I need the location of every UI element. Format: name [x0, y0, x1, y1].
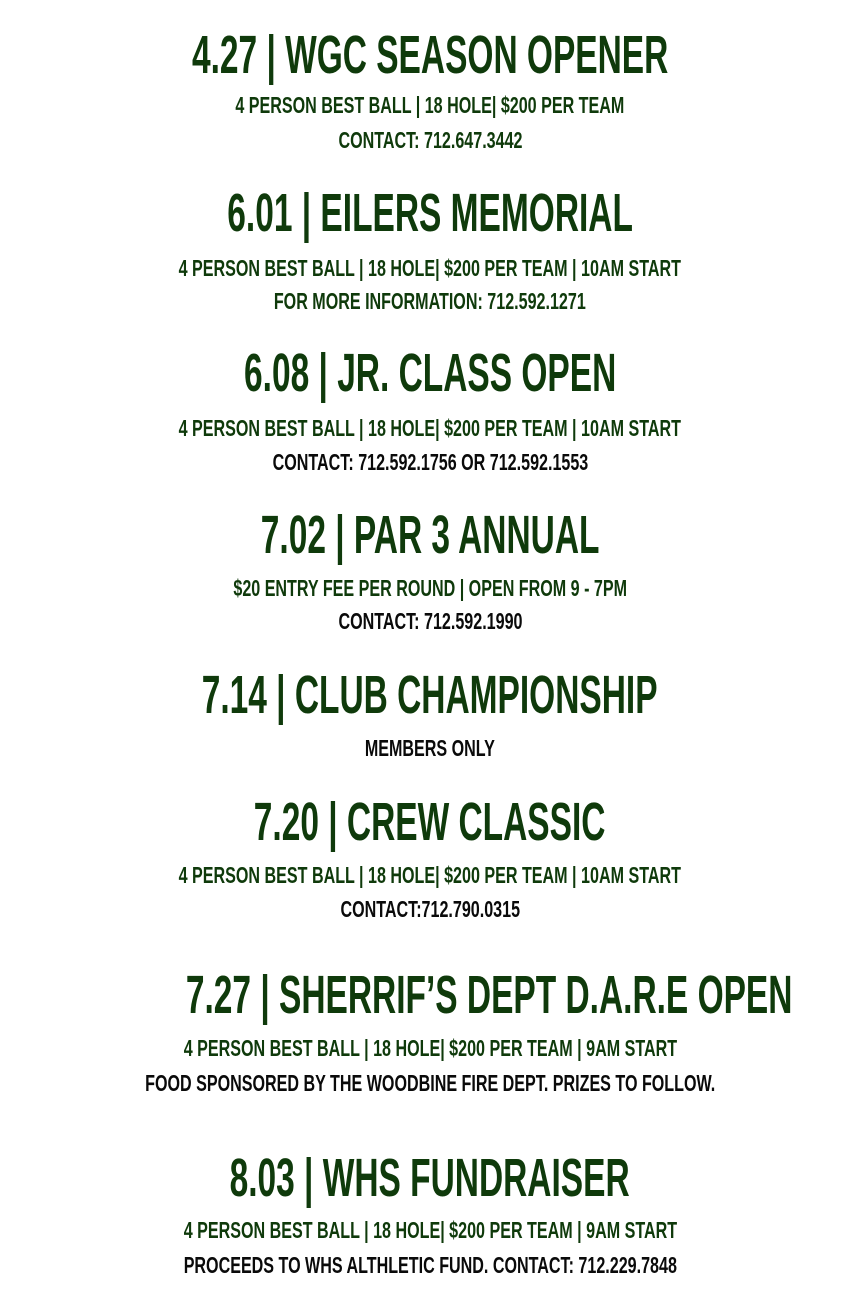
event-title: [0, 505, 860, 565]
event-details-text: 4 PERSON BEST BALL | 18 HOLE| $200 PER TEAM | 10AM START: [178, 862, 682, 888]
event-details-text: 4 PERSON BEST BALL | 18 HOLE| $200 PER TEAM | 9AM START: [183, 1035, 677, 1061]
event-title-text: 7.14 | CLUB CHAMPIONSHIP: [202, 665, 658, 725]
event-contact: [0, 125, 860, 155]
event-title-text: 7.20 | CREW CLASSIC: [254, 792, 606, 852]
event-details: [0, 573, 860, 603]
event-contact-text: CONTACT: 712.592.1990: [337, 608, 523, 634]
event-contact: [0, 606, 860, 636]
event-title: [0, 25, 860, 85]
event-title: [0, 343, 860, 403]
event-details: [0, 1215, 860, 1245]
event-note: [0, 1250, 860, 1280]
event-contact-text: CONTACT: 712.592.1756 OR 712.592.1553: [272, 449, 588, 475]
event-contact-text: CONTACT: 712.647.3442: [337, 127, 523, 153]
event-note-text: PROCEEDS TO WHS ALTHLETIC FUND. CONTACT: 712.229.7848: [183, 1252, 677, 1278]
event-title-text: 8.03 | WHS FUNDRAISER: [229, 1148, 631, 1208]
event-details: [0, 733, 860, 763]
event-title-text: 6.01 | EILERS MEMORIAL: [227, 183, 633, 243]
event-contact-text: FOR MORE INFORMATION: 712.592.1271: [274, 288, 586, 314]
event-details: [0, 860, 860, 890]
event-contact-text: CONTACT:712.790.0315: [340, 896, 520, 922]
event-note-text: FOOD SPONSORED BY THE WOODBINE FIRE DEPT. PRIZES TO FOLLOW.: [144, 1070, 716, 1096]
event-details-text: 4 PERSON BEST BALL | 18 HOLE| $200 PER TEAM: [235, 92, 625, 118]
event-title: [0, 965, 860, 1025]
event-details: [0, 1033, 860, 1063]
event-details-text: MEMBERS ONLY: [364, 735, 495, 761]
event-contact: [0, 894, 860, 924]
event-title: [0, 792, 860, 852]
event-title: [0, 183, 860, 243]
event-details: [0, 253, 860, 283]
event-details-text: 4 PERSON BEST BALL | 18 HOLE| $200 PER TEAM | 10AM START: [178, 415, 682, 441]
event-title-text: 7.27 | SHERRIF’S DEPT D.A.R.E OPEN: [185, 965, 793, 1025]
event-title-text: 6.08 | JR. CLASS OPEN: [243, 343, 617, 403]
event-title: [0, 665, 860, 725]
event-title-text: 4.27 | WGC SEASON OPENER: [191, 25, 669, 85]
event-details-text: 4 PERSON BEST BALL | 18 HOLE| $200 PER TEAM | 10AM START: [178, 255, 682, 281]
event-title-text: 7.02 | PAR 3 ANNUAL: [260, 505, 600, 565]
event-contact: [0, 286, 860, 316]
event-details-text: $20 ENTRY FEE PER ROUND | OPEN FROM 9 - 7PM: [233, 575, 627, 601]
event-details: [0, 90, 860, 120]
event-details-text: 4 PERSON BEST BALL | 18 HOLE| $200 PER TEAM | 9AM START: [183, 1217, 677, 1243]
event-note: [0, 1068, 860, 1098]
event-title: [0, 1148, 860, 1208]
event-contact: [0, 447, 860, 477]
event-details: [0, 413, 860, 443]
